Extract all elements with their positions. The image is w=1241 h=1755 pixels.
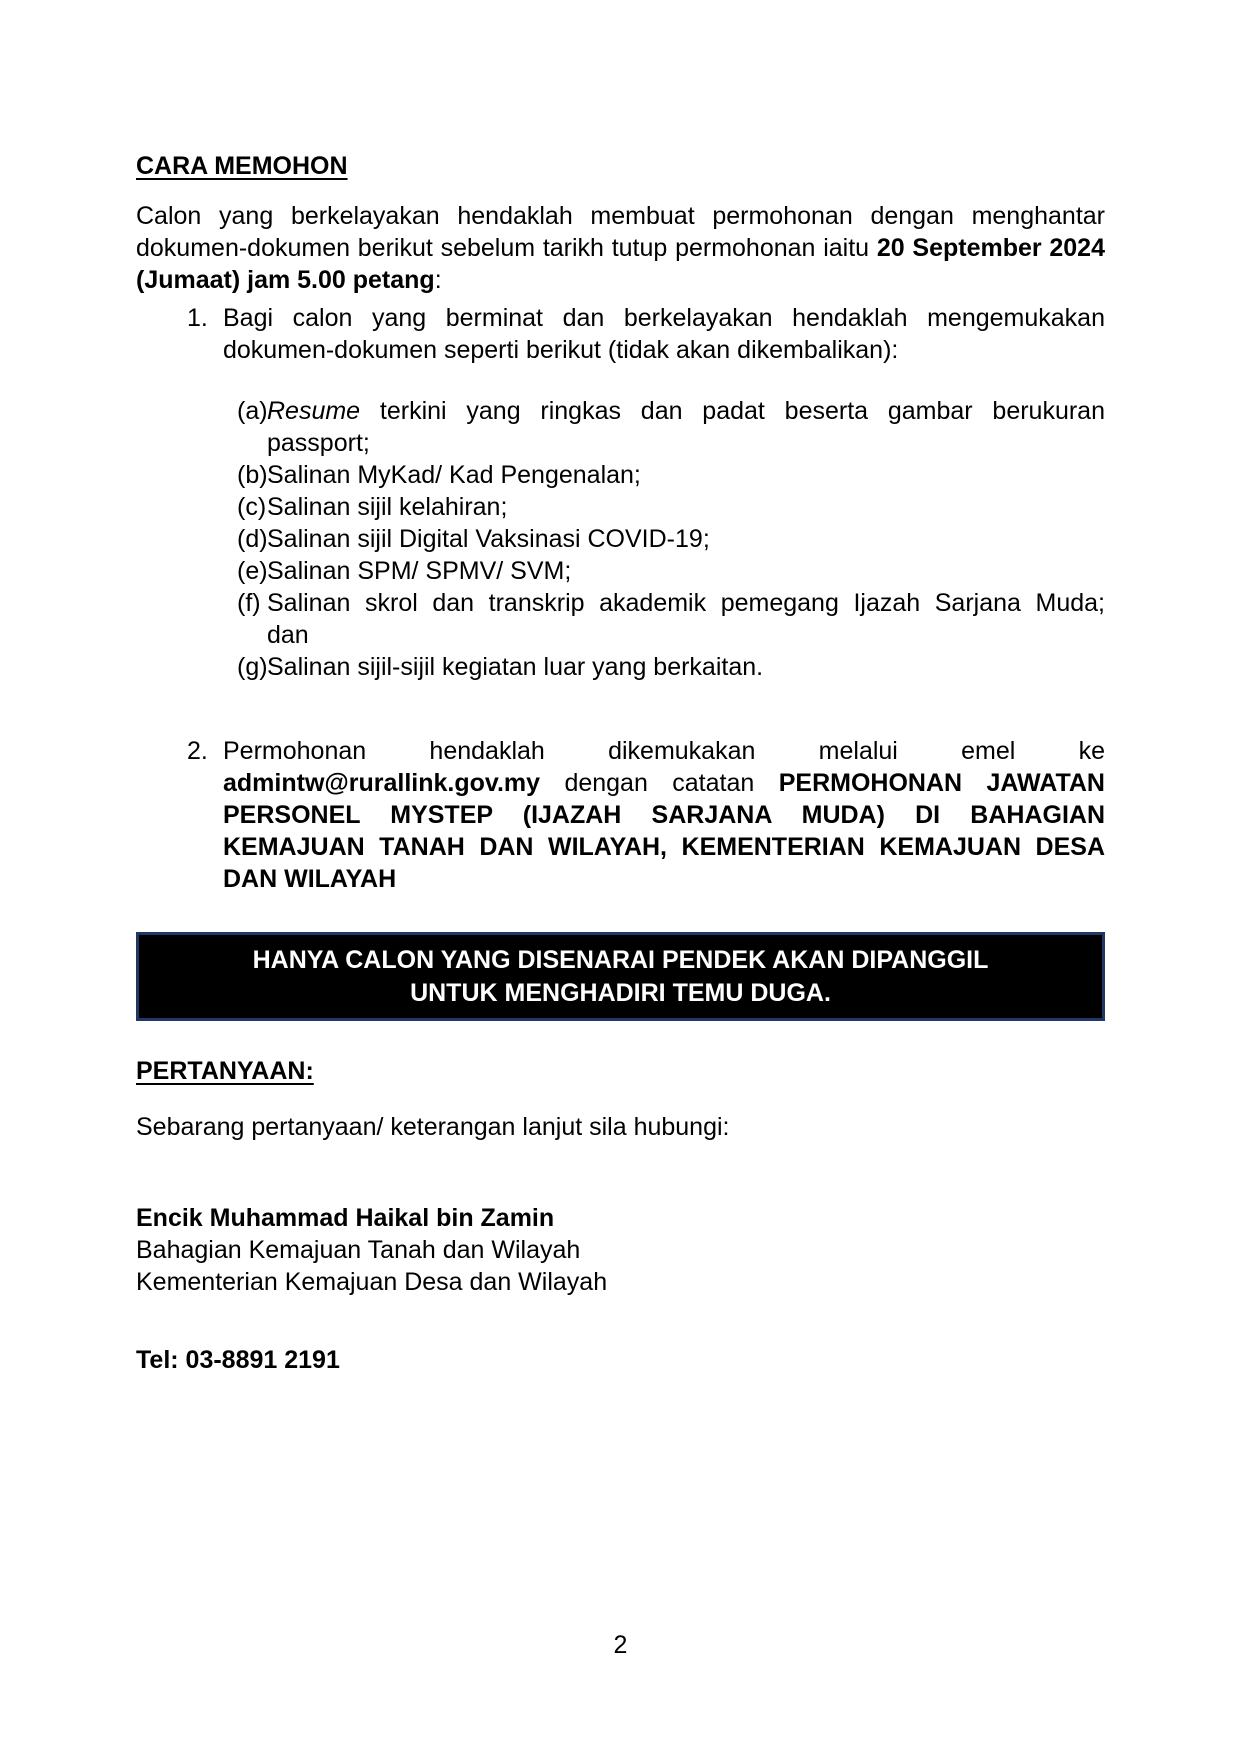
list-marker: 2.	[187, 737, 208, 765]
document-checklist	[136, 395, 1105, 683]
contact-ministry: Kementerian Kemajuan Desa dan Wilayah	[136, 1268, 608, 1296]
contact-division: Bahagian Kemajuan Tanah dan Wilayah	[136, 1236, 581, 1264]
shortlist-notice-box	[136, 932, 1105, 1021]
doc-item-g	[136, 651, 1105, 683]
list-item-text: admintw@rurallink.gov.my dengan catatan PERMOHONAN JAWATAN	[223, 769, 1105, 797]
intro-line: (Jumaat) jam 5.00 petang:	[136, 266, 442, 294]
doc-item-d	[136, 523, 1105, 555]
list-item-text: PERSONEL MYSTEP (IJAZAH SARJANA MUDA) DI BAHAGIAN	[223, 801, 1105, 829]
notice-line-1: HANYA CALON YANG DISENARAI PENDEK AKAN DIPANGGIL	[252, 945, 989, 974]
doc-marker: (b)	[237, 461, 268, 489]
doc-marker: (c)	[237, 493, 267, 521]
doc-item-text: dan	[267, 621, 309, 649]
intro-paragraph	[136, 200, 1105, 296]
doc-marker: (f)	[237, 589, 261, 617]
doc-item-a	[136, 395, 1105, 427]
doc-item-f	[136, 587, 1105, 619]
doc-item-text: Salinan skrol dan transkrip akademik pemegang Ijazah Sarjana Muda;	[267, 589, 1105, 617]
list-row	[136, 302, 1105, 334]
contact-block	[136, 1202, 1105, 1298]
intro-line: Calon yang berkelayakan hendaklah membuat permohonan dengan menghantar	[136, 202, 1105, 230]
doc-item-text: Salinan SPM/ SPMV/ SVM;	[267, 557, 572, 585]
doc-item-e	[136, 555, 1105, 587]
list-item-1	[136, 302, 1105, 366]
list-item-text: DAN WILAYAH	[223, 865, 397, 893]
list-item-text: KEMAJUAN TANAH DAN WILAYAH, KEMENTERIAN KEMAJUAN DESA	[223, 833, 1105, 861]
doc-item-b	[136, 459, 1105, 491]
doc-marker: (e)	[237, 557, 268, 585]
section-heading-cara-memohon: CARA MEMOHON	[136, 152, 348, 180]
contact-phone: Tel: 03-8891 2191	[136, 1346, 340, 1374]
list-row	[136, 863, 1105, 895]
list-row	[136, 334, 1105, 366]
section-heading-pertanyaan: PERTANYAAN:	[136, 1057, 314, 1085]
doc-marker: (g)	[237, 653, 268, 681]
list-item-text: Permohonan hendaklah dikemukakan melalui emel ke	[223, 737, 1105, 765]
doc-item-text: Salinan sijil Digital Vaksinasi COVID-19;	[267, 525, 710, 553]
list-item-text: Bagi calon yang berminat dan berkelayakan hendaklah mengemukakan	[223, 304, 1105, 332]
list-row	[136, 767, 1105, 799]
doc-item-text: Salinan sijil-sijil kegiatan luar yang berkaitan.	[267, 653, 764, 681]
doc-marker: (a)	[237, 397, 268, 425]
list-item-text: dokumen-dokumen seperti berikut (tidak akan dikembalikan):	[223, 336, 899, 364]
doc-item-text: passport;	[267, 429, 370, 457]
list-row	[136, 735, 1105, 767]
list-marker: 1.	[187, 304, 208, 332]
doc-item-a-cont	[136, 427, 1105, 459]
doc-item-f-cont	[136, 619, 1105, 651]
doc-item-text: Resume terkini yang ringkas dan padat beserta gambar berukuran	[267, 397, 1105, 425]
notice-line-2: UNTUK MENGHADIRI TEMU DUGA.	[410, 978, 831, 1007]
intro-line: dokumen-dokumen berikut sebelum tarikh tutup permohonan iaitu 20 September 2024	[136, 234, 1105, 262]
list-row	[136, 799, 1105, 831]
contact-name: Encik Muhammad Haikal bin Zamin	[136, 1204, 555, 1232]
enquiry-intro: Sebarang pertanyaan/ keterangan lanjut sila hubungi:	[136, 1113, 730, 1141]
doc-item-text: Salinan MyKad/ Kad Pengenalan;	[267, 461, 641, 489]
doc-item-text: Salinan sijil kelahiran;	[267, 493, 508, 521]
list-item-2	[136, 735, 1105, 895]
page-number: 2	[613, 1631, 628, 1659]
list-row	[136, 831, 1105, 863]
doc-item-c	[136, 491, 1105, 523]
doc-marker: (d)	[237, 525, 268, 553]
